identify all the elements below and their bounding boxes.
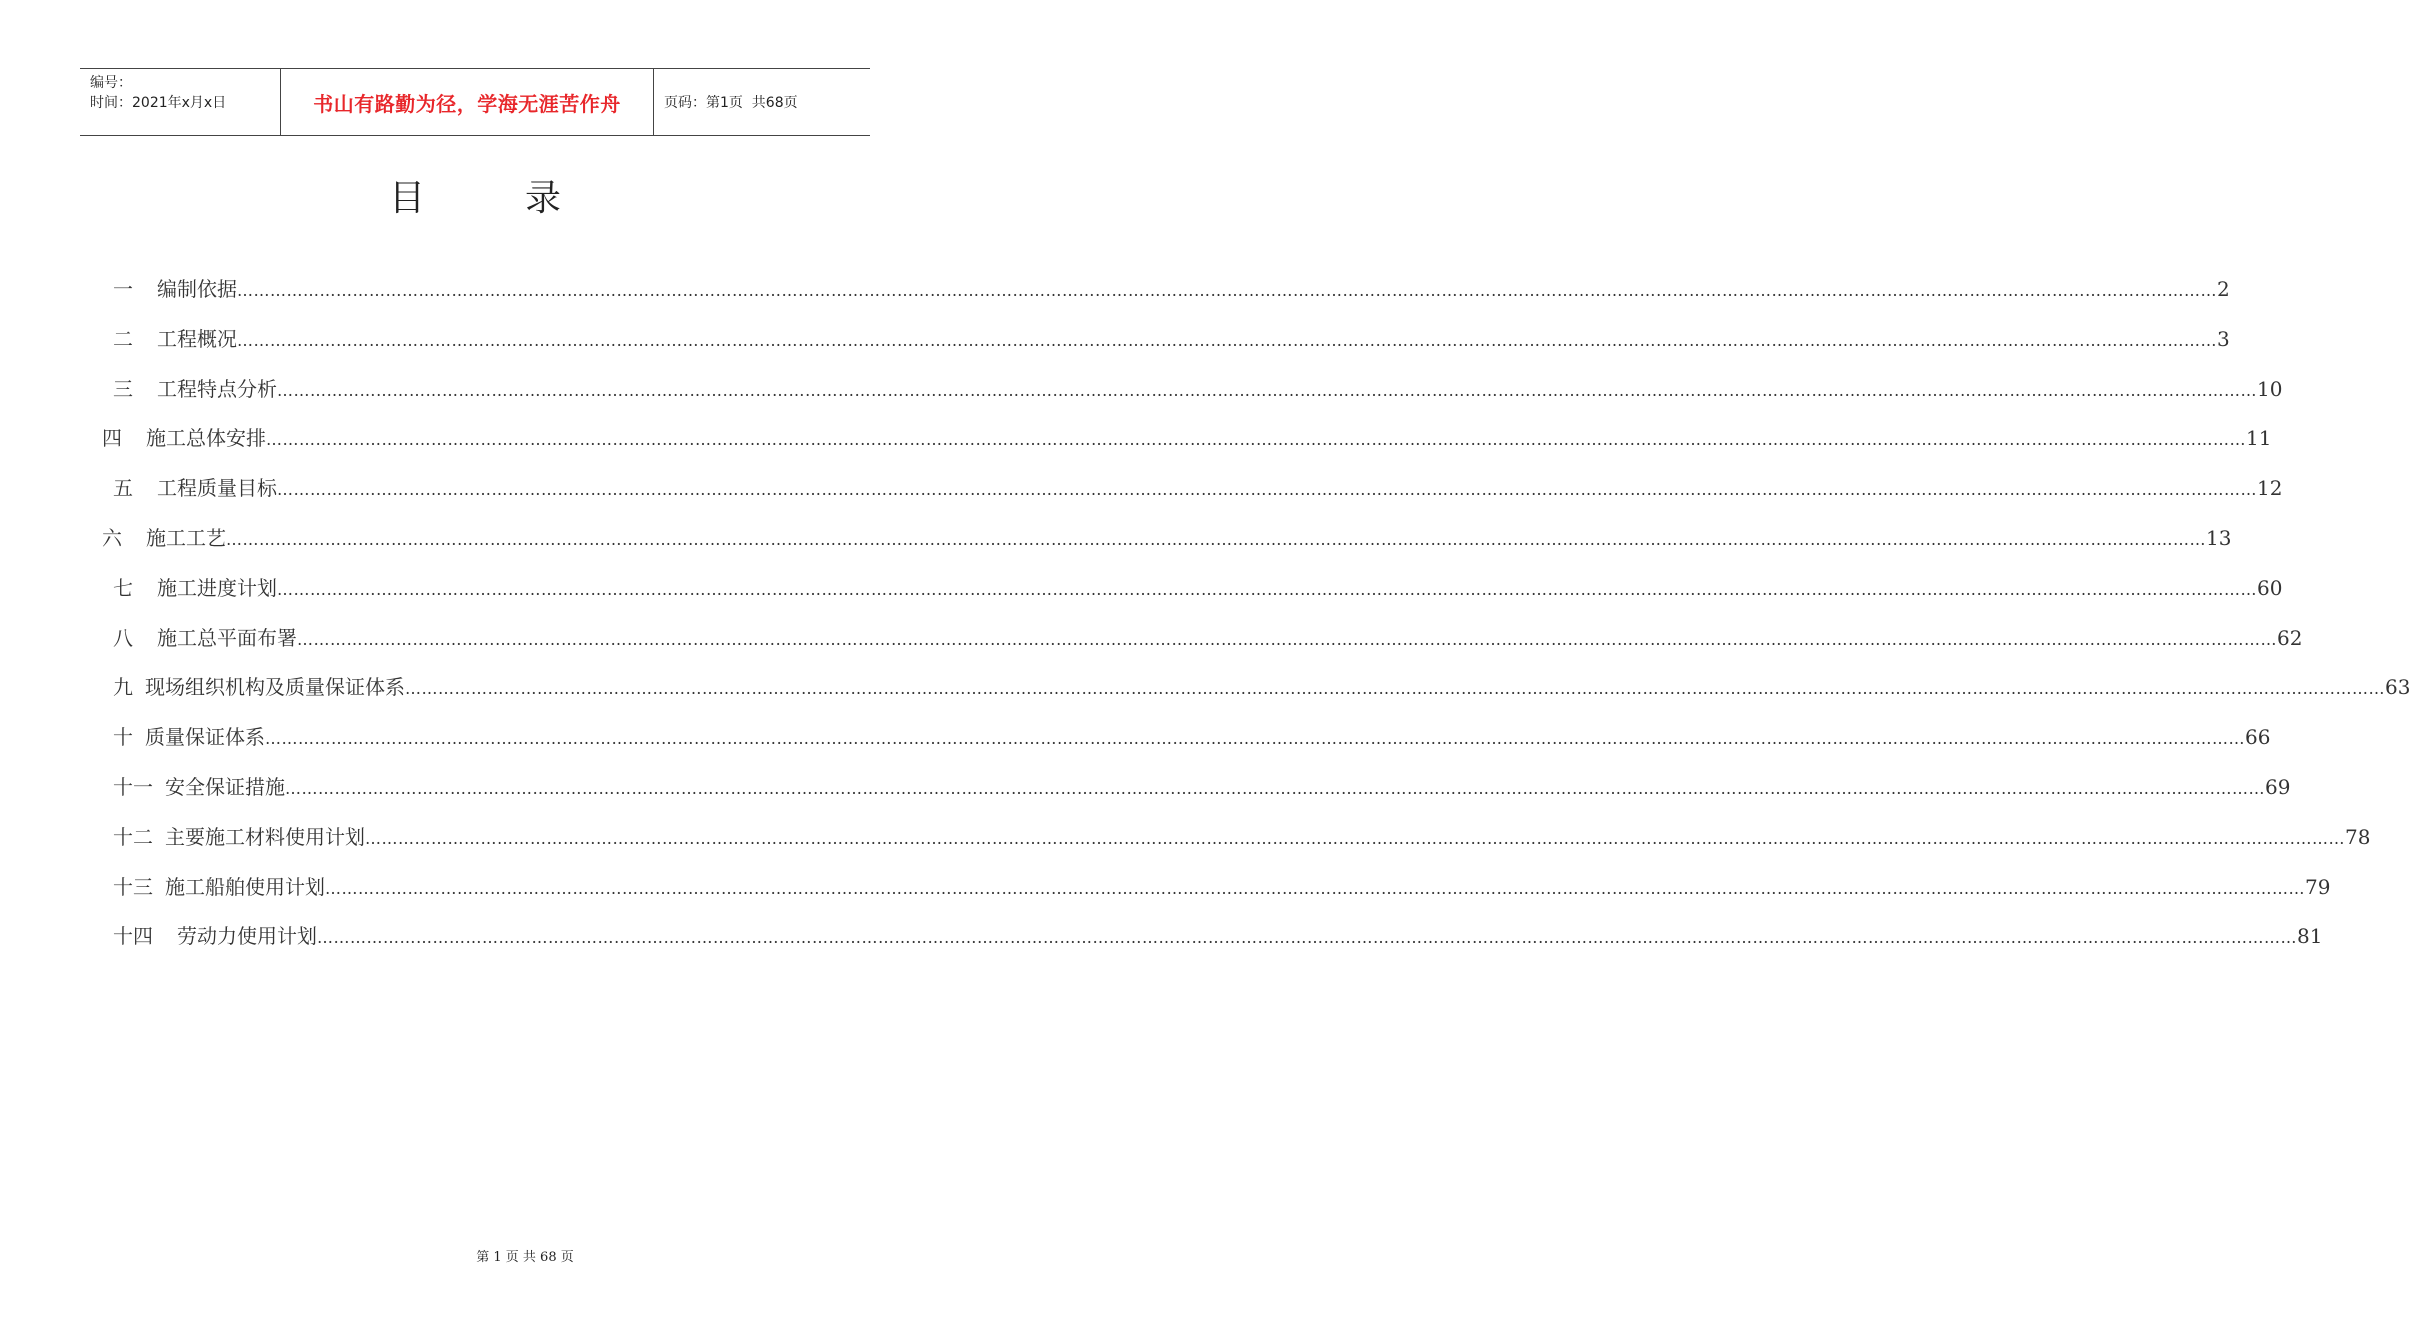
toc-entry-page: 12 [2257, 476, 2283, 501]
toc-dot-leader: ……………………………………………………………………………………………………………………………………………………………………………………………………………………………………………………………………………………………………………………………… [277, 380, 2257, 400]
toc-dot-leader: ……………………………………………………………………………………………………………………………………………………………………………………………………………………………………………………………………………………………………………………………… [277, 579, 2257, 599]
header-number-label: 编号： [90, 75, 132, 91]
toc-entry-page: 78 [2345, 824, 2371, 849]
toc-dot-leader: ……………………………………………………………………………………………………………………………………………………………………………………………………………………………………………………………………………………………………………………………… [237, 330, 2217, 350]
toc-entry-label: 主要施工材料使用计划 [165, 824, 365, 849]
toc-entry[interactable] [113, 572, 2283, 612]
toc-entry-page: 11 [2246, 426, 2272, 451]
toc-entry-number: 六 [102, 526, 122, 550]
toc-entry-label: 施工总平面布署 [157, 625, 297, 650]
toc-entry-number: 十四 [113, 924, 153, 949]
toc-entry[interactable] [102, 522, 2232, 562]
toc-entry-page: 79 [2305, 874, 2331, 899]
toc-entry[interactable] [113, 821, 2371, 861]
toc-dot-leader: ……………………………………………………………………………………………………………………………………………………………………………………………………………………………………………………………………………………………………………………………… [265, 729, 2245, 749]
toc-entry-label: 劳动力使用计划 [177, 924, 317, 949]
toc-entry-page: 63 [2385, 675, 2410, 700]
toc-dot-leader: ……………………………………………………………………………………………………………………………………………………………………………………………………………………………………………………………………………………………………………………………… [285, 779, 2265, 798]
toc-entry-number: 二 [113, 326, 133, 351]
toc-entry-number: 九 [113, 675, 133, 700]
toc-dot-leader: ……………………………………………………………………………………………………………………………………………………………………………………………………………………………………………………………………………………………………………………………… [317, 928, 2297, 948]
toc-entry-page: 69 [2265, 775, 2291, 799]
toc-entry-number: 四 [102, 426, 122, 451]
toc-entry-number: 七 [113, 575, 133, 600]
toc-entry[interactable] [113, 323, 2230, 363]
toc-dot-leader: ……………………………………………………………………………………………………………………………………………………………………………………………………………………………………………………………………………………………………………………………… [297, 629, 2277, 649]
toc-entry-number: 三 [113, 376, 133, 401]
toc-entry-label: 编制依据 [157, 277, 237, 301]
toc-entry-number: 十三 [113, 874, 153, 899]
toc-entry-label: 施工进度计划 [157, 575, 277, 600]
toc-entry[interactable] [113, 273, 2230, 313]
toc-entry-page: 60 [2257, 575, 2283, 600]
page-footer: 第 1 页 共 68 页 [476, 1250, 574, 1265]
toc-entry-page: 2 [2217, 277, 2230, 301]
toc-entry-number: 十一 [113, 775, 153, 799]
toc-entry-page: 13 [2206, 526, 2232, 550]
toc-entry-page: 10 [2257, 376, 2283, 401]
toc-entry-page: 66 [2245, 725, 2271, 750]
toc-entry[interactable] [113, 771, 2291, 811]
toc-entry-label: 工程特点分析 [157, 376, 277, 401]
toc-dot-leader: ……………………………………………………………………………………………………………………………………………………………………………………………………………………………………………………………………………………………………………………………… [266, 430, 2246, 450]
page-header [80, 68, 870, 136]
toc-dot-leader: ……………………………………………………………………………………………………………………………………………………………………………………………………………………………………………………………………………………………………………………………… [325, 878, 2305, 898]
toc-dot-leader: ……………………………………………………………………………………………………………………………………………………………………………………………………………………………………………………………………………………………………………………………… [365, 828, 2345, 848]
toc-entry-label: 施工船舶使用计划 [165, 874, 325, 899]
header-time-label: 时间：2021年x月x日 [90, 95, 227, 111]
header-page-info: 页码：第1页 共68页 [664, 95, 798, 111]
toc-entry-page: 3 [2217, 326, 2230, 351]
toc-entry-label: 工程概况 [157, 326, 237, 351]
toc-entry-number: 一 [113, 277, 133, 301]
toc-entry[interactable] [113, 871, 2331, 911]
toc-entry-label: 施工总体安排 [146, 426, 266, 451]
header-meta [80, 69, 281, 135]
toc-entry-page: 81 [2297, 924, 2323, 949]
toc-entry[interactable] [113, 671, 2410, 711]
toc-dot-leader: ……………………………………………………………………………………………………………………………………………………………………………………………………………………………………………………………………………………………………………………………… [237, 281, 2217, 300]
toc-entry[interactable] [102, 422, 2272, 462]
toc-entry[interactable] [113, 472, 2283, 512]
toc-entry-number: 五 [113, 476, 133, 501]
toc-entry-number: 十 [113, 725, 133, 750]
header-motto: 书山有路勤为径，学海无涯苦作舟 [281, 69, 654, 135]
toc-entry-page: 62 [2277, 625, 2303, 650]
toc-entry-label: 现场组织机构及质量保证体系 [145, 675, 405, 700]
toc-entry[interactable] [113, 622, 2303, 662]
toc-dot-leader: ……………………………………………………………………………………………………………………………………………………………………………………………………………………………………………………………………………………………………………………………… [277, 480, 2257, 500]
toc-entry[interactable] [113, 373, 2283, 413]
toc-entry-label: 工程质量目标 [157, 476, 277, 501]
toc-entry[interactable] [113, 920, 2323, 960]
toc-dot-leader: ……………………………………………………………………………………………………………………………………………………………………………………………………………………………………………………………………………………………………………………………… [405, 679, 2385, 699]
toc-entry-label: 安全保证措施 [165, 775, 285, 799]
toc-entry-label: 施工工艺 [146, 526, 226, 550]
toc-entry-number: 八 [113, 625, 133, 650]
toc-entry[interactable] [113, 721, 2271, 761]
toc-entry-number: 十二 [113, 824, 153, 849]
toc-entry-label: 质量保证体系 [145, 725, 265, 750]
page-title: 目录 [388, 178, 661, 219]
toc-dot-leader: ……………………………………………………………………………………………………………………………………………………………………………………………………………………………………………………………………………………………………………………………… [226, 530, 2206, 549]
